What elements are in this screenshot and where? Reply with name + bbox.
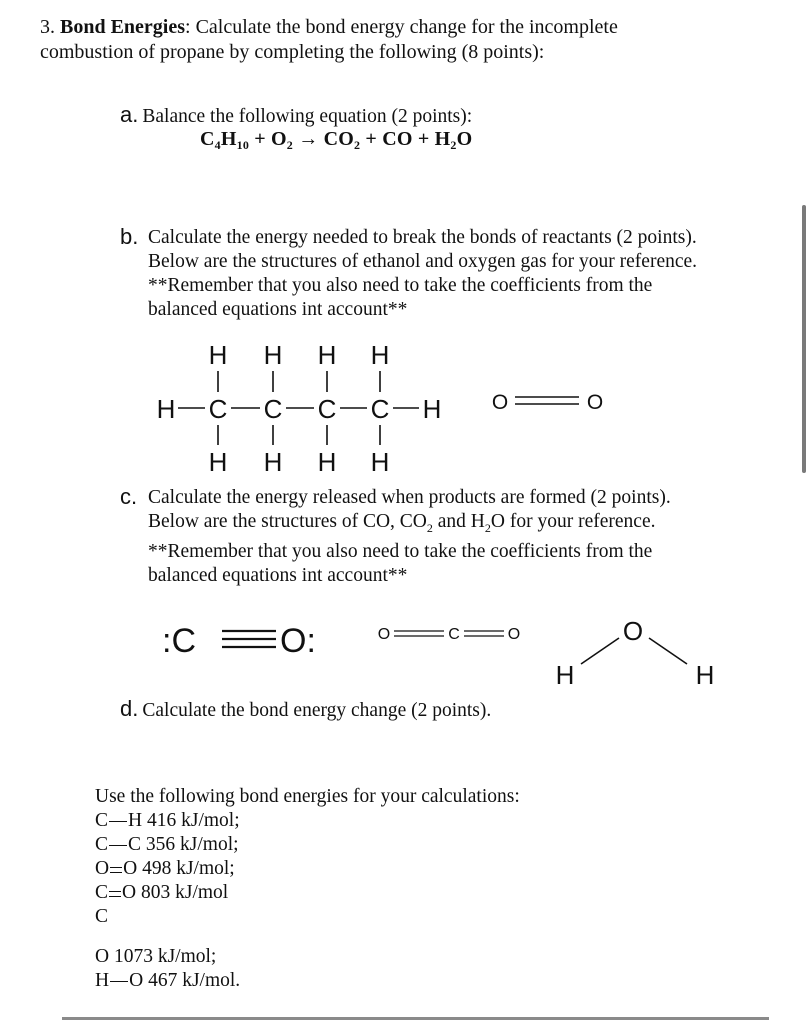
carbon-monoxide-structure [160, 612, 350, 672]
bond-energy-row: C O 803 kJ/mol [95, 882, 229, 903]
atom-c: C [208, 394, 228, 424]
bond-energy-triple-top: C [95, 906, 109, 927]
bottom-divider [62, 1017, 769, 1020]
atom-c: C [370, 394, 390, 424]
bond-energy-row: O O 498 kJ/mol; [95, 858, 235, 879]
question-title: Bond Energies [60, 16, 186, 38]
single-bond-icon [108, 817, 128, 827]
atom-h: H [422, 394, 442, 424]
bond-energy-row: H O 467 kJ/mol. [95, 970, 241, 991]
atom-h: H [317, 447, 337, 477]
atom-h: H [555, 660, 575, 690]
atom-h: H [156, 394, 176, 424]
atom-h: H [263, 447, 283, 477]
part-d [120, 696, 491, 723]
atom-h: H [263, 340, 283, 370]
double-bond-icon [109, 865, 123, 875]
butane-structure [145, 335, 625, 480]
atom-o: O [507, 626, 521, 643]
atom-h: H [370, 340, 390, 370]
part-a-letter: a. [120, 102, 139, 127]
atom-c: C [263, 394, 283, 424]
bond-energy-row: C H 416 kJ/mol; [95, 810, 240, 831]
atom-o: O [622, 616, 644, 646]
part-c-text [148, 486, 671, 588]
part-b-text [148, 226, 697, 322]
atom-h: H [317, 340, 337, 370]
question-intro-line2: combustion of propane by completing the following (8 points): [40, 41, 545, 63]
co-left-label: :C [162, 622, 196, 660]
reaction-arrow: → [293, 128, 324, 150]
part-b-letter: b. [120, 224, 139, 249]
part-c-line4: balanced equations int account** [148, 564, 408, 586]
part-b-line2: Below are the structures of ethanol and oxygen gas for your reference. [148, 251, 698, 272]
atom-o: O [377, 626, 391, 643]
combustion-equation: $C_4H_{10} + O_2 \to CO_2$ + CO + $H_2O$ [200, 128, 473, 152]
atom-h: H [695, 660, 715, 690]
atom-o: O [491, 391, 509, 414]
part-c-letter: c. [120, 484, 138, 509]
question-header [40, 15, 780, 65]
part-a [120, 102, 472, 129]
atom-h: H [370, 447, 390, 477]
part-b-line4: balanced equations int account** [148, 299, 408, 320]
question-intro-line1: : Calculate the bond energy change for the incomplete [185, 16, 618, 38]
part-c-line2: Below are the structures of CO, $CO_2$ and $H_2O$ for your reference. [148, 511, 656, 535]
question-number: 3. [40, 16, 55, 38]
atom-o: O [586, 391, 604, 414]
single-bond-icon [108, 841, 128, 851]
bond-energy-heading: Use the following bond energies for your calculations: [95, 786, 520, 807]
oxygen-molecule [492, 391, 603, 414]
atom-h: H [208, 340, 228, 370]
part-c-line1: Calculate the energy released when products are formed (2 points). [148, 487, 671, 508]
bond-energy-row: C C 356 kJ/mol; [95, 834, 239, 855]
part-c-letter-wrap [120, 484, 137, 510]
co-right-label: O: [280, 622, 316, 660]
atom-c: C [317, 394, 337, 424]
atom-c: C [448, 626, 460, 643]
part-a-text: Balance the following equation (2 points): [142, 106, 473, 127]
part-b-line3: **Remember that you also need to take the coefficients from the [148, 275, 653, 296]
part-b-letter-wrap [120, 224, 138, 250]
carbon-dioxide-structure [372, 620, 532, 650]
double-bond-icon [108, 889, 122, 899]
part-b-line1: Calculate the energy needed to break the bonds of reactants (2 points). [148, 227, 697, 248]
water-structure [545, 608, 725, 693]
single-bond-icon [109, 977, 129, 987]
part-d-letter: d. [120, 696, 139, 721]
vertical-scrollbar[interactable] [802, 205, 806, 473]
atom-h: H [208, 447, 228, 477]
bond-energy-triple-bottom: O 1073 kJ/mol; [95, 946, 217, 967]
part-c-line3: **Remember that you also need to take the coefficients from the [148, 540, 653, 562]
part-d-text: Calculate the bond energy change (2 points). [142, 700, 492, 721]
